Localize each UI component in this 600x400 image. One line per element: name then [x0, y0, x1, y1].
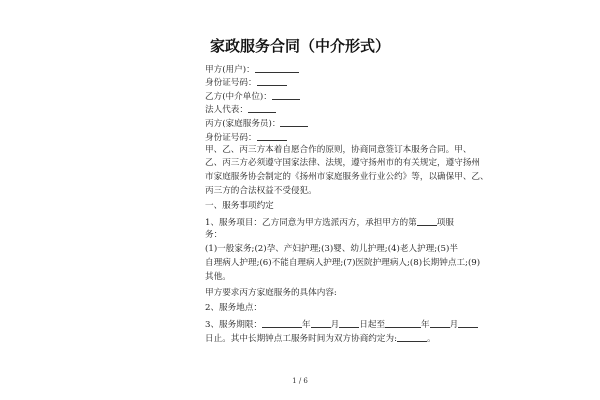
- services-line-3: 其他。: [205, 272, 231, 282]
- requirements-line: 甲方要求丙方家庭服务的具体内容:: [205, 288, 337, 298]
- party-c-id-line: [205, 131, 287, 144]
- party-c-blank[interactable]: [280, 117, 308, 127]
- legal-rep-label: 法人代表：: [205, 105, 248, 115]
- party-a-id-blank[interactable]: [257, 76, 287, 86]
- party-b-line: [205, 90, 300, 103]
- intro-line-1: 甲、乙、丙三方本着自愿合作的原则，协商同意签订本服务合同。甲、: [205, 145, 472, 155]
- party-c-line: [205, 117, 308, 130]
- page-number: [0, 377, 600, 385]
- party-b-blank[interactable]: [272, 90, 300, 100]
- end-month-unit: 月: [449, 320, 459, 330]
- start-year-unit: 年: [302, 320, 311, 330]
- service-item-text: 1、服务项目：乙方同意为甲方选派丙方，承担甲方的第: [205, 218, 417, 228]
- service-period-end-line: [205, 332, 436, 345]
- end-year-unit: 年: [421, 320, 430, 330]
- start-month-blank[interactable]: [311, 318, 331, 328]
- page-total: 6: [303, 377, 308, 385]
- section-1-heading: 一、服务事项约定: [205, 201, 274, 211]
- party-c-id-blank[interactable]: [257, 131, 287, 141]
- service-item-line: [205, 216, 454, 229]
- service-period-end-text: 日止。其中长期钟点工服务时间为双方协商约定为:: [205, 334, 397, 344]
- intro-line-2: 乙、丙三方必须遵守国家法律、法规，遵守扬州市的有关规定，遵守扬州: [205, 158, 481, 168]
- party-c-id-label: 身份证号码：: [205, 133, 257, 143]
- start-year-blank[interactable]: [262, 318, 302, 328]
- service-item-suffix: 项服: [436, 218, 454, 228]
- start-month-unit: 月: [330, 320, 340, 330]
- services-line-2: 自理病人护理;(6)不能自理病人护理;(7)医院护理病人;(8)长期钟点工;(9): [205, 258, 481, 268]
- intro-line-3: 市家庭服务协会制定的《扬州市家庭服务业行业公约》等，以确保甲、乙、: [205, 172, 489, 182]
- service-period-end-punct: 。: [426, 334, 436, 344]
- party-a-id-label: 身份证号码：: [205, 78, 257, 88]
- hourly-time-blank[interactable]: [397, 332, 427, 342]
- party-a-id-line: [205, 76, 287, 89]
- services-line-1: (1)一般家务;(2)孕、产妇护理;(3)婴、幼儿护理;(4)老人护理;(5)半: [205, 244, 458, 254]
- service-item-blank[interactable]: [417, 216, 437, 226]
- document-title: 家政服务合同（中介形式）: [209, 37, 390, 55]
- page-separator: /: [296, 377, 304, 385]
- end-month-blank[interactable]: [430, 318, 450, 328]
- service-period-label: 3、服务期限：: [205, 320, 263, 330]
- intro-line-4: 丙三方的合法权益不受侵犯。: [205, 186, 317, 196]
- legal-rep-line: [205, 103, 276, 116]
- service-location-line: 2、服务地点：: [205, 303, 263, 313]
- service-item-continuation: 务：: [205, 230, 223, 240]
- page-current: 1: [292, 377, 297, 385]
- end-year-blank[interactable]: [385, 318, 421, 328]
- start-day-unit: 日起至: [359, 320, 386, 330]
- party-a-label: 甲方(用户)：: [205, 65, 255, 75]
- party-a-blank[interactable]: [255, 63, 299, 73]
- service-period-line: [205, 318, 478, 331]
- party-b-label: 乙方(中介单位)：: [205, 92, 272, 102]
- end-day-blank[interactable]: [458, 318, 478, 328]
- party-c-label: 丙方(家庭服务员)：: [205, 119, 281, 129]
- start-day-blank[interactable]: [339, 318, 359, 328]
- legal-rep-blank[interactable]: [248, 103, 276, 113]
- party-a-line: [205, 63, 299, 76]
